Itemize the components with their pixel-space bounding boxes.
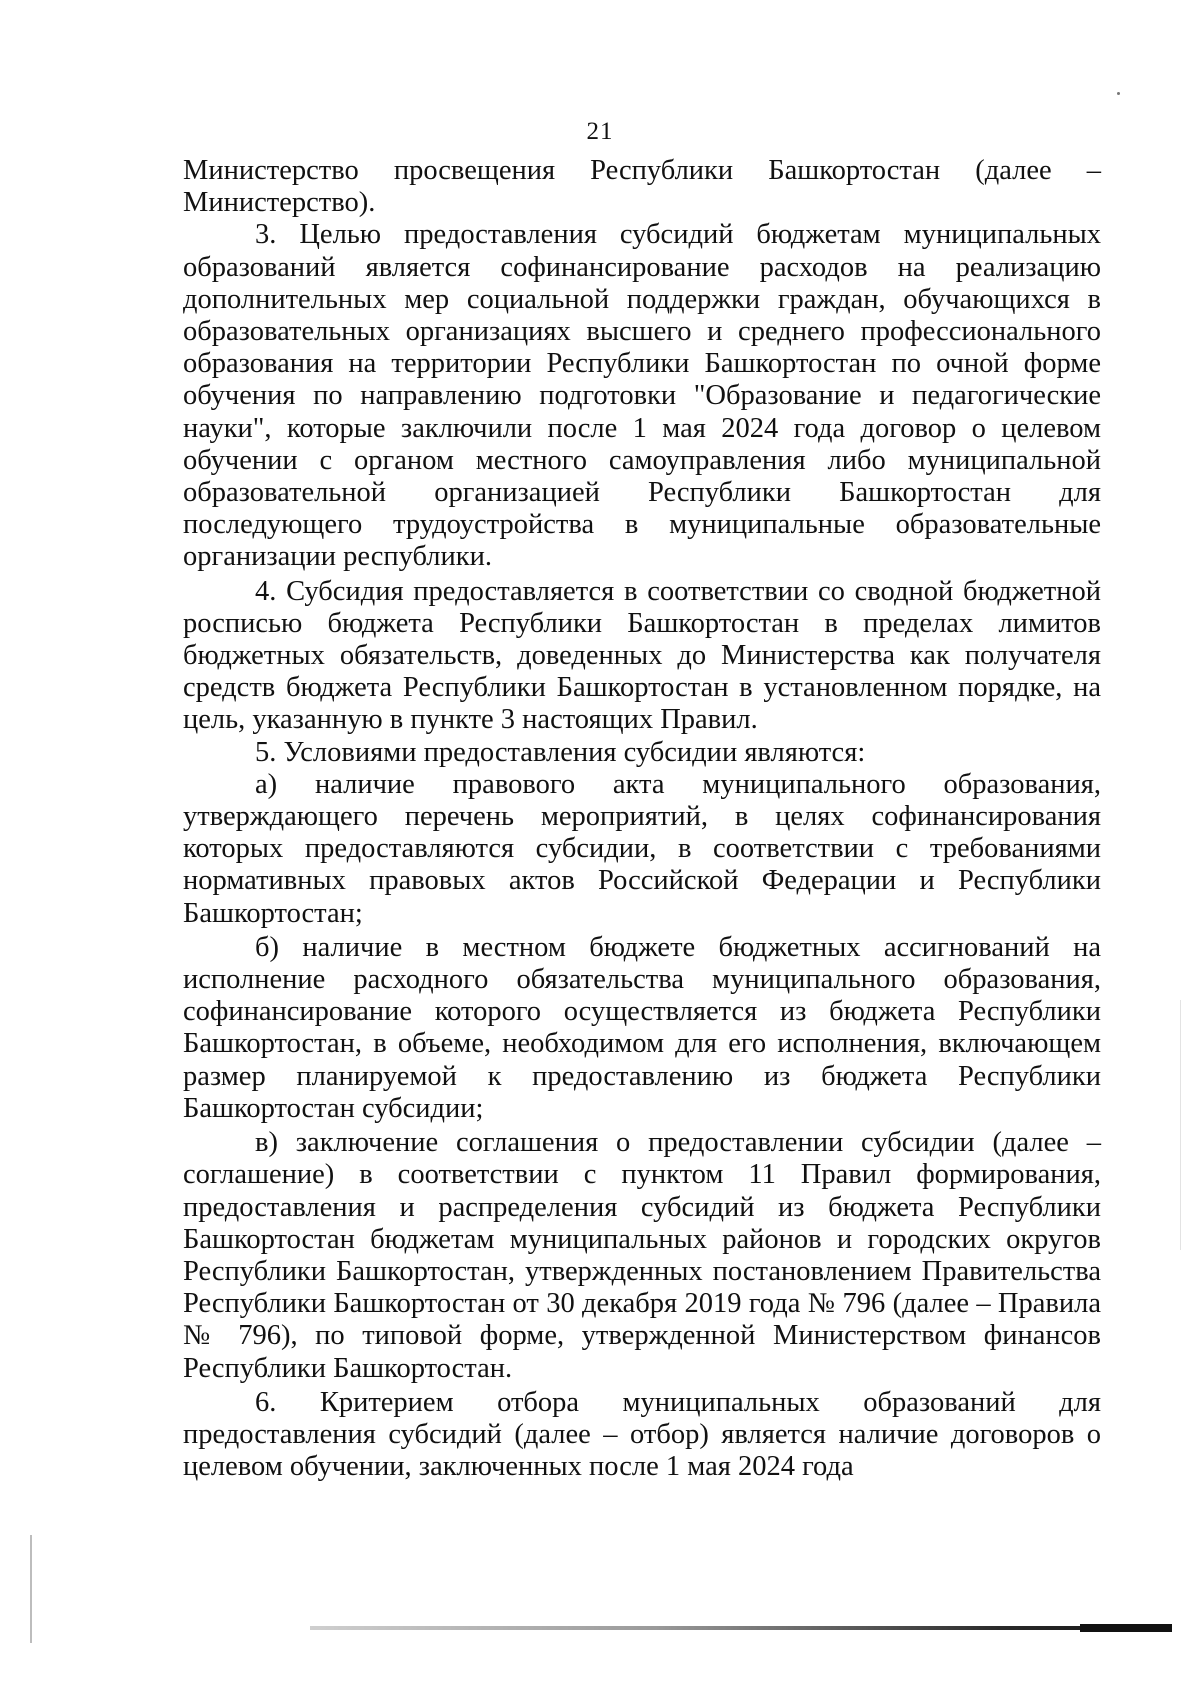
- paragraph-item-4: 4. Субсидия предоставляется в соответствии со сводной бюджетной росписью бюджета Республики Башкортостан в пределах лимитов бюджетных обязательств, доведенных до Министерства как получателя средств бюджета Республики Башкортостан в установленном порядке, на цель, указанную в пункте 3 настоящих Правил.: [183, 575, 1101, 736]
- scan-edge-mark: [30, 1535, 32, 1643]
- document-body: [183, 155, 1101, 1483]
- page-number: 21: [586, 118, 614, 145]
- paragraph-item-5b: б) наличие в местном бюджете бюджетных ассигнований на исполнение расходного обязательства муниципального образования, софинансирование которого осуществляется из бюджета Республики Башкортостан, в объеме, необходимом для его исполнения, включающем размер планируемой к предоставлению из бюджета Республики Башкортостан субсидии;: [183, 931, 1101, 1124]
- paragraph-item-6: 6. Критерием отбора муниципальных образований для предоставления субсидий (далее – отбор) является наличие договоров о целевом обучении, заключенных после 1 мая 2024 года: [183, 1386, 1101, 1483]
- scan-bottom-line-end: [1080, 1624, 1172, 1632]
- paragraph-item-5: 5. Условиями предоставления субсидии являются:: [255, 736, 866, 768]
- paragraph-item-5c: в) заключение соглашения о предоставлении субсидии (далее – соглашение) в соответствии с пунктом 11 Правил формирования, предоставления и распределения субсидий из бюджета Республики Башкортостан бюджетам муниципальных районов и городских округов Республики Башкортостан, утвержденных постановлением Правительства Республики Башкортостан от 30 декабря 2019 года № 796 (далее – Правила № 796), по типовой форме, утвержденной Министерством финансов Республики Башкортостан.: [183, 1127, 1101, 1384]
- paragraph-item-3: 3. Целью предоставления субсидий бюджетам муниципальных образований является софинансирование расходов на реализацию дополнительных мер социальной поддержки граждан, обучающихся в образовательных организациях высшего и среднего профессионального образования на территории Республики Башкортостан по очной форме обучения по направлению подготовки "Образование и педагогические науки", которые заключили после 1 мая 2024 года договор о целевом обучении с органом местного самоуправления либо муниципальной образовательной организацией Республики Башкортостан для последующего трудоустройства в муниципальные образовательные организации республики.: [183, 219, 1101, 573]
- scan-bottom-line: [310, 1626, 1172, 1630]
- scan-speck: [1117, 92, 1120, 95]
- paragraph-item-5a: а) наличие правового акта муниципального образования, утверждающего перечень мероприятий, в целях софинансирования которых предоставляются субсидии, в соответствии с требованиями нормативных правовых актов Российской Федерации и Республики Башкортостан;: [183, 768, 1101, 929]
- scan-edge-mark-right: [1180, 1000, 1181, 1250]
- paragraph-ministry-continuation: Министерство просвещения Республики Башкортостан (далее – Министерство).: [183, 155, 1101, 219]
